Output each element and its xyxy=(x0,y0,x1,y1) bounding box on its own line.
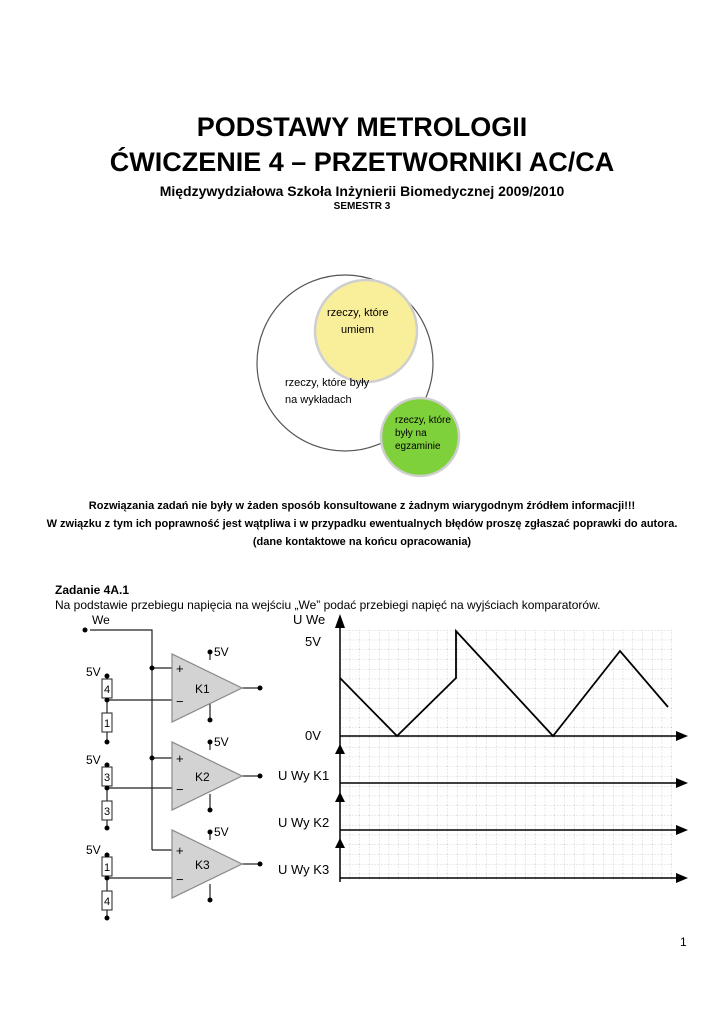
k2-label: K2 xyxy=(195,770,210,784)
k1-op-supply: 5V xyxy=(214,645,229,659)
circuit-figure xyxy=(0,600,724,930)
output-k3-axis-label: U Wy K3 xyxy=(278,862,330,877)
k1-minus: − xyxy=(176,694,184,709)
k3-divider-supply: 5V xyxy=(86,843,101,857)
venn-inner-label-2: umiem xyxy=(341,324,375,336)
input-axis-label: U We xyxy=(293,612,326,627)
venn-diagram xyxy=(255,258,470,488)
venn-inner-label-1: rzeczy, które xyxy=(327,307,389,319)
k1-r-bottom-value: 1 xyxy=(104,718,111,730)
venn-exam-label-1: rzeczy, które xyxy=(395,415,451,426)
k2-op-supply: 5V xyxy=(214,735,229,749)
k2-r-bottom-value: 3 xyxy=(104,806,111,818)
disclaimer-line-2: W związku z tym ich poprawność jest wątpliwa i w przypadku ewentualnych błędów proszę zgłaszać poprawki do autora. xyxy=(46,518,678,530)
k1-divider-supply: 5V xyxy=(86,665,101,679)
level-0v-label: 0V xyxy=(305,728,321,743)
k2-divider-supply: 5V xyxy=(86,753,101,767)
k3-r-top-value: 1 xyxy=(104,862,111,874)
venn-outer-label-1: rzeczy, które były xyxy=(285,377,370,389)
k1-label: K1 xyxy=(195,682,210,696)
k1-plus: + xyxy=(176,661,184,676)
k3-minus: − xyxy=(176,872,184,887)
venn-outer-label-2: na wykładach xyxy=(285,394,352,406)
k3-r-bottom-value: 4 xyxy=(104,896,111,908)
k2-minus: − xyxy=(176,782,184,797)
output-k1-axis-label: U Wy K1 xyxy=(278,768,330,783)
level-5v-label: 5V xyxy=(305,634,321,649)
disclaimer-line-3: (dane kontaktowe na końcu opracowania) xyxy=(252,536,472,548)
k2-r-top-value: 3 xyxy=(104,772,111,784)
k2-plus: + xyxy=(176,751,184,766)
k3-op-supply: 5V xyxy=(214,825,229,839)
k1-r-top-value: 4 xyxy=(104,684,111,696)
document-title: PODSTAWY METROLOGII xyxy=(196,112,528,142)
input-label: We xyxy=(92,613,110,627)
semester-label: SEMESTR 3 xyxy=(333,201,391,212)
page-number: 1 xyxy=(680,935,687,949)
output-k2-axis-label: U Wy K2 xyxy=(278,815,330,830)
waveform-grid xyxy=(340,630,673,882)
k3-plus: + xyxy=(176,843,184,858)
task-title: Zadanie 4A.1 xyxy=(55,583,130,597)
venn-exam-label-2: były na xyxy=(395,428,427,439)
school-name: Międzywydziałowa Szkoła Inżynierii Biomedycznej 2009/2010 xyxy=(159,183,565,199)
task-text: Na podstawie przebiegu napięcia na wejściu „We” podać przebiegi napięć na wyjściach komparatorów. xyxy=(55,598,601,612)
venn-exam-label-3: egzaminie xyxy=(395,441,441,452)
disclaimer-line-1: Rozwiązania zadań nie były w żaden sposób konsultowane z żadnym wiarygodnym źródłem informacji!!! xyxy=(88,500,636,512)
exercise-title: ĆWICZENIE 4 – PRZETWORNIKI AC/CA xyxy=(109,147,615,177)
k3-label: K3 xyxy=(195,858,210,872)
